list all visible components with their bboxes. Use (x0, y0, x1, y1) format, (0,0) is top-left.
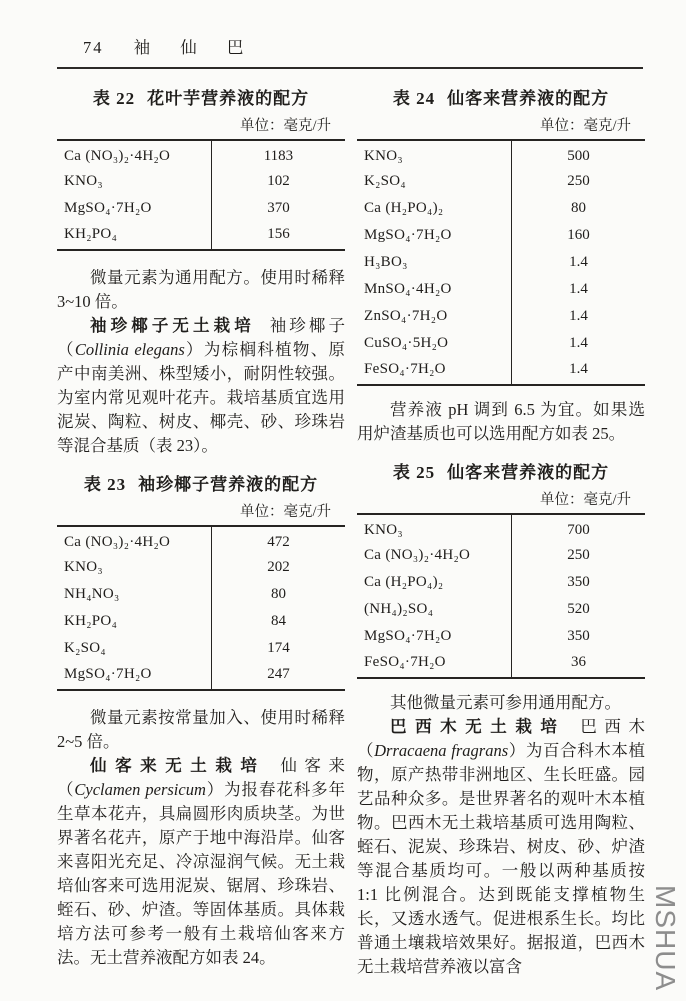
formula-cell: MgSO₄·7H₂O (357, 222, 512, 249)
right-column (357, 78, 645, 979)
table-25-title (357, 458, 645, 483)
left-column (57, 78, 345, 979)
section-heading-dracaena: 巴西木无土栽培 (390, 717, 566, 736)
table-23-caption: 袖珍椰子营养液的配方 (138, 475, 319, 494)
value-cell: 1183 (263, 147, 294, 164)
formula-cell: FeSO₄·7H₂O (357, 357, 512, 384)
value-cell: 160 (567, 227, 590, 243)
formula-cell: NH₄NO₃ (57, 581, 212, 608)
formula-cell: H₃BO₃ (357, 249, 512, 276)
table-row (57, 222, 345, 249)
table-row (357, 141, 645, 168)
value-cell: 350 (567, 628, 590, 644)
formula-cell: MgSO₄·7H₂O (57, 662, 212, 689)
formula-cell: (NH₄)₂SO₄ (357, 596, 512, 623)
table-row (357, 249, 645, 276)
table-row (57, 608, 345, 635)
formula-cell: KNO₃ (57, 168, 212, 195)
paragraph-text: ）为棕榈科植物、原产中南美洲、株型矮小，耐阴性较强。为室内常见观叶花卉。栽培基质宜选用泥炭、陶粒、树皮、椰壳、砂、珍珠岩等混合基质（表 23）。 (57, 340, 346, 455)
running-title: 袖 仙 巴 (133, 38, 257, 57)
value-cell: 1.4 (569, 254, 588, 270)
table-row (357, 303, 645, 330)
table-25 (357, 458, 645, 679)
value-cell: 174 (267, 640, 290, 656)
paragraph-trace-elements-2: 微量元素按常量加入、使用时稀释 2~5 倍。 (57, 708, 345, 751)
value-cell: 202 (267, 559, 290, 575)
value-cell: 1.4 (569, 281, 588, 297)
formula-cell: MnSO₄·4H₂O (357, 276, 512, 303)
table-row (357, 195, 645, 222)
table-row (357, 168, 645, 195)
formula-cell: KH₂PO₄ (57, 222, 212, 249)
formula-cell: ZnSO₄·7H₂O (357, 303, 512, 330)
table-22 (57, 84, 345, 251)
value-cell: 84 (270, 613, 286, 629)
value-cell: 80 (570, 200, 586, 216)
table-22-unit: 单位：毫克/升 (239, 118, 331, 134)
table-24-caption: 仙客来营养液的配方 (447, 89, 610, 108)
table-row (57, 527, 345, 554)
table-row (357, 542, 645, 569)
table-22-caption: 花叶芋营养液的配方 (147, 89, 310, 108)
table-23-title (57, 470, 345, 495)
formula-cell: MgSO₄·7H₂O (357, 623, 512, 650)
table-row (357, 330, 645, 357)
table-24-label: 表 24 (392, 89, 436, 108)
value-cell: 350 (567, 574, 590, 590)
paragraph-trace-elements-3: 其他微量元素可参用通用配方。 (390, 693, 621, 712)
formula-cell: Ca (H₂PO₄)₂ (357, 195, 512, 222)
value-cell: 156 (267, 225, 290, 242)
table-25-body (357, 513, 645, 679)
running-header (57, 34, 643, 69)
value-cell: 1.4 (569, 335, 588, 351)
formula-cell: FeSO₄·7H₂O (357, 650, 512, 677)
table-25-caption: 仙客来营养液的配方 (447, 463, 610, 482)
value-cell: 36 (570, 653, 586, 670)
table-24-unit: 单位：毫克/升 (539, 118, 631, 134)
formula-cell: Ca (NO₃)₂·4H₂O (57, 527, 212, 554)
value-cell: 1.4 (569, 308, 588, 324)
formula-cell: Ca (NO₃)₂·4H₂O (57, 141, 212, 168)
table-row (57, 662, 345, 689)
table-23-label: 表 23 (83, 475, 127, 494)
table-23-body (57, 525, 345, 691)
species-name: Collinia elegans (74, 340, 185, 359)
paragraph-text: 仙客来（ (57, 756, 346, 799)
formula-cell: K₂SO₄ (357, 168, 512, 195)
value-cell: 472 (267, 533, 290, 550)
table-24 (357, 84, 645, 386)
value-cell: 250 (567, 173, 590, 189)
table-22-title (57, 84, 345, 109)
formula-cell: MgSO₄·7H₂O (57, 195, 212, 222)
section-heading-cyclamen: 仙客来无土栽培 (90, 756, 266, 775)
value-cell: 700 (567, 521, 590, 538)
species-name: Drracaena fragrans (374, 741, 509, 760)
paragraph-text: 巴西木（ (357, 717, 646, 760)
mshua-watermark: MSHUA (650, 884, 681, 991)
paragraph-parlor-palm (57, 314, 345, 458)
formula-cell: KNO₃ (357, 515, 512, 542)
table-25-label: 表 25 (392, 463, 436, 482)
table-row (357, 623, 645, 650)
table-row (57, 581, 345, 608)
paragraph-text: 袖珍椰子（ (57, 316, 346, 359)
paragraph-cyclamen (57, 754, 345, 970)
formula-cell: CuSO₄·5H₂O (357, 330, 512, 357)
paragraph-text: ）为报春花科多年生草本花卉，具扁圆形肉质块茎。为世界著名花卉，原产于地中海沿岸。仙客来喜阳光充足、冷凉湿润气候。无土栽培仙客来可选用泥炭、锯屑、珍珠岩、蛭石、砂、炉渣。等固体基质。具体栽培方法可参考一般有土栽培仙客来方法。无土营养液配方如表 24。 (57, 780, 345, 967)
paragraph-text: ）为百合科木本植物，原产热带非洲地区、生长旺盛。园艺品种众多。是世界著名的观叶木本植物。巴西木无土栽培基质可选用陶粒、蛭石、泥炭、珍珠岩、树皮、砂、炉渣等混合基质均可。一般以两种基质按 1:1 比例混合。达到既能支撑植物生长，又透水透气。促进根系生长。均比普通土壤栽培效果好。据报道，巴西木无土栽培营养液以富含 (357, 741, 646, 976)
table-24-title (357, 84, 645, 109)
formula-cell: KH₂PO₄ (57, 608, 212, 635)
formula-cell: KNO₃ (357, 141, 512, 168)
value-cell: 247 (267, 665, 290, 682)
table-row (357, 569, 645, 596)
section-heading-parlor-palm: 袖珍椰子无土栽培 (90, 316, 255, 335)
value-cell: 102 (267, 173, 290, 189)
paragraph-trace-elements-1: 微量元素为通用配方。使用时稀释 3~10 倍。 (57, 268, 345, 311)
two-column-layout (57, 78, 645, 979)
table-row (57, 635, 345, 662)
table-24-body (357, 139, 645, 386)
value-cell: 370 (267, 200, 290, 216)
page-number: 74 (83, 38, 104, 57)
formula-cell: Ca (H₂PO₄)₂ (357, 569, 512, 596)
value-cell: 250 (567, 547, 590, 563)
value-cell: 500 (567, 147, 590, 164)
table-22-body (57, 139, 345, 251)
table-25-unit: 单位：毫克/升 (539, 492, 631, 508)
value-cell: 520 (567, 601, 590, 617)
table-row (57, 554, 345, 581)
table-row (57, 168, 345, 195)
formula-cell: Ca (NO₃)₂·4H₂O (357, 542, 512, 569)
table-23 (57, 470, 345, 691)
table-23-unit: 单位：毫克/升 (239, 504, 331, 520)
table-row (357, 596, 645, 623)
table-row (357, 222, 645, 249)
table-row (357, 650, 645, 677)
formula-cell: K₂SO₄ (57, 635, 212, 662)
table-22-label: 表 22 (92, 89, 136, 108)
paragraph-dracaena (357, 715, 645, 979)
value-cell: 80 (270, 586, 286, 602)
value-cell: 1.4 (569, 360, 588, 377)
species-name: Cyclamen persicum (74, 780, 206, 799)
paragraph-ph-note: 营养液 pH 调到 6.5 为宜。如果选用炉渣基质也可以选用配方如表 25。 (357, 400, 645, 443)
table-row (357, 515, 645, 542)
table-row (57, 141, 345, 168)
table-row (357, 357, 645, 384)
table-row (357, 276, 645, 303)
formula-cell: KNO₃ (57, 554, 212, 581)
table-row (57, 195, 345, 222)
